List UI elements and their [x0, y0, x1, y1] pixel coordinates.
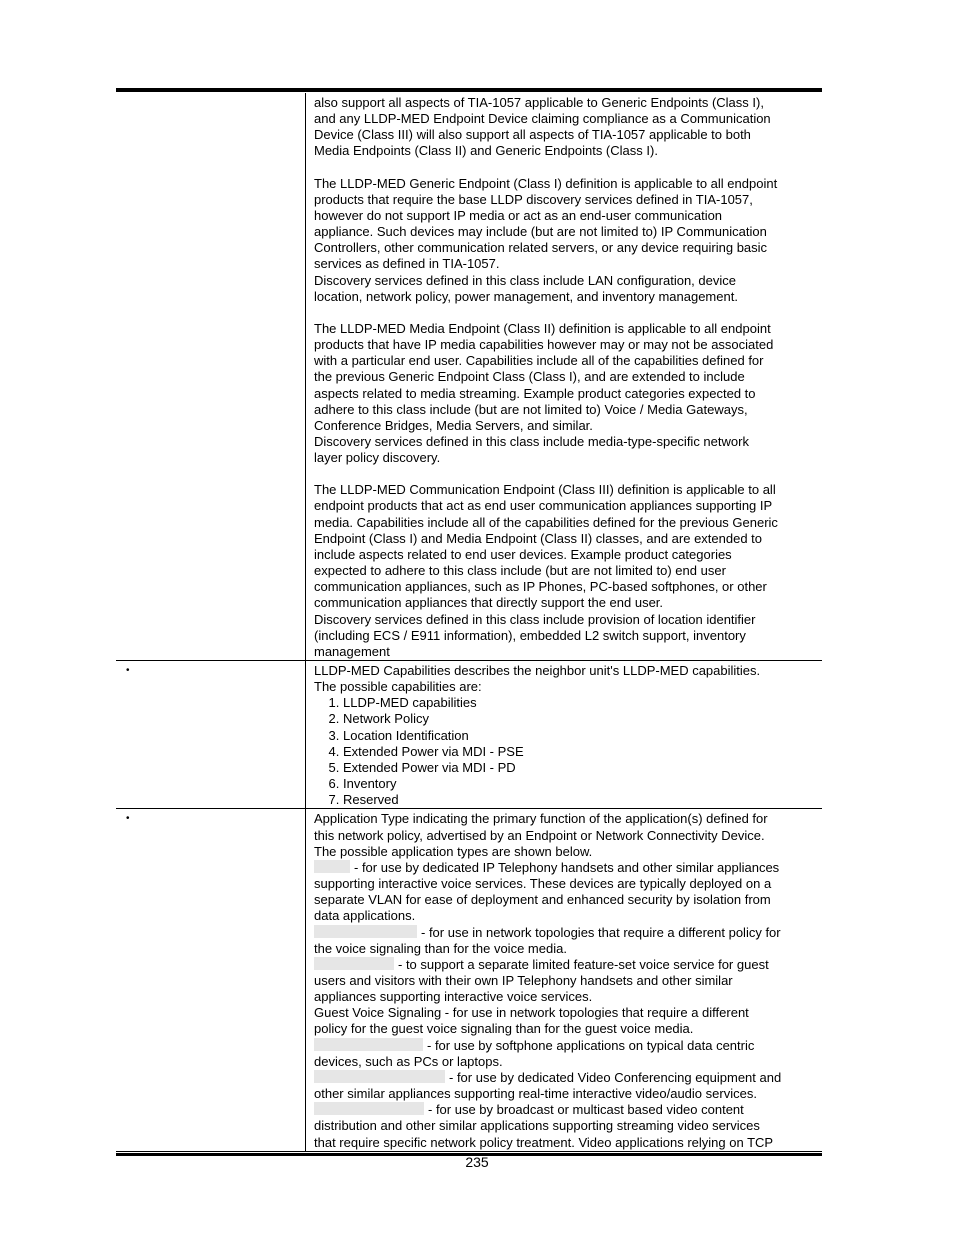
capability-item: 5. Extended Power via MDI - PD	[343, 760, 816, 776]
application-type-entry	[314, 1070, 816, 1086]
capability-item: 7. Reserved	[343, 792, 816, 808]
bullet-icon: •	[126, 665, 130, 676]
text-line: the previous Generic Endpoint Class (Class I), and are extended to include	[314, 369, 745, 385]
capability-item: 6. Inventory	[343, 776, 816, 792]
table-row-lldp-med-capabilities	[116, 661, 822, 809]
text-line: The LLDP-MED Communication Endpoint (Class III) definition is applicable to all	[314, 482, 776, 498]
text-line: communication appliances, such as IP Phones, PC-based softphones, or other	[314, 579, 767, 595]
text-line: Discovery services defined in this class include provision of location identifier	[314, 611, 756, 627]
paragraph-gap	[314, 466, 816, 482]
text-line: devices, such as PCs or laptops.	[314, 1053, 503, 1069]
table-row-application-type	[116, 809, 822, 1150]
text-line: include aspects related to end user devices. Example product categories	[314, 546, 732, 562]
text-line: The LLDP-MED Generic Endpoint (Class I) definition is applicable to all endpoint	[314, 175, 778, 191]
text-line: and any LLDP-MED Endpoint Device claiming compliance as a Communication	[314, 111, 771, 127]
text-line: The possible application types are shown below.	[314, 843, 593, 859]
text-line: products that require the base LLDP discovery services defined in TIA-1057,	[314, 191, 753, 207]
text-line: The possible capabilities are:	[314, 679, 482, 695]
application-type-description: - for use by broadcast or multicast based video content	[428, 1102, 744, 1118]
text-line: media. Capabilities include all of the capabilities defined for the previous Generic	[314, 514, 778, 530]
text-line: Controllers, other communication related servers, or any device requiring basic	[314, 240, 768, 256]
table-cell-description	[306, 93, 822, 660]
text-line: data applications.	[314, 908, 416, 924]
application-type-description: - to support a separate limited feature-set voice service for guest	[398, 956, 769, 972]
application-type-entry	[314, 1005, 816, 1021]
document-table	[116, 88, 822, 1156]
text-line: adhere to this class include (but are not limited to) Voice / Media Gateways,	[314, 401, 748, 417]
page-number: 235	[465, 1154, 489, 1170]
text-line: separate VLAN for ease of deployment and enhanced security by isolation from	[314, 892, 771, 908]
text-line: with a particular end user. Capabilities include all of the capabilities defined for	[314, 353, 764, 369]
redacted-application-name	[314, 957, 394, 970]
text-line: services as defined in TIA-1057.	[314, 256, 500, 272]
table-cell-description	[306, 661, 822, 808]
text-line: Endpoint (Class I) and Media Endpoint (Class II) classes, and are extended to	[314, 530, 763, 546]
bullet-icon: •	[126, 813, 130, 825]
text-line: layer policy discovery.	[314, 450, 441, 466]
redacted-application-name	[314, 925, 417, 938]
text-line: distribution and other similar applications supporting streaming video services	[314, 1118, 760, 1134]
capability-item: 3. Location Identification	[343, 728, 816, 744]
capability-item: 4. Extended Power via MDI - PSE	[343, 744, 816, 760]
text-line: Discovery services defined in this class include media-type-specific network	[314, 433, 749, 449]
text-line: Discovery services defined in this class include LAN configuration, device	[314, 272, 736, 288]
text-line: management	[314, 643, 390, 659]
application-type-entry	[314, 957, 816, 973]
table-cell-label	[116, 809, 306, 1150]
paragraph-gap	[314, 160, 816, 176]
table-cell-description	[306, 809, 822, 1150]
text-line: also support all aspects of TIA-1057 applicable to Generic Endpoints (Class I),	[314, 95, 764, 110]
application-type-description: Guest Voice Signaling - for use in network topologies that require a different	[314, 1005, 749, 1021]
text-line: the voice signaling than for the voice media.	[314, 940, 567, 956]
text-line: communication appliances that directly support the end user.	[314, 595, 664, 611]
text-line: Device (Class III) will also support all aspects of TIA-1057 applicable to both	[314, 127, 751, 143]
text-line: Conference Bridges, Media Servers, and similar.	[314, 417, 593, 433]
text-line: other similar appliances supporting real-time interactive video/audio services.	[314, 1086, 757, 1102]
application-type-description: - for use by dedicated IP Telephony handsets and other similar appliances	[354, 859, 780, 875]
application-type-description: - for use by dedicated Video Conferencing equipment and	[449, 1069, 782, 1085]
redacted-application-name	[314, 860, 350, 873]
text-line: endpoint products that act as end user communication appliances supporting IP	[314, 498, 773, 514]
text-line: policy for the guest voice signaling than for the guest voice media.	[314, 1021, 694, 1037]
capabilities-intro	[314, 663, 816, 695]
table-cell-label	[116, 661, 306, 808]
application-type-description: - for use by softphone applications on typical data centric	[427, 1037, 755, 1053]
table-row-device-class	[116, 93, 822, 661]
text-line: products that have IP media capabilities however may or may not be associated	[314, 337, 774, 353]
text-line: supporting interactive voice services. These devices are typically deployed on a	[314, 876, 772, 892]
text-line: The LLDP-MED Media Endpoint (Class II) definition is applicable to all endpoint	[314, 320, 771, 336]
application-type-entry	[314, 1038, 816, 1054]
text-line: users and visitors with their own IP Telephony handsets and other similar	[314, 972, 733, 988]
text-line: Application Type indicating the primary function of the application(s) defined for	[314, 811, 768, 827]
redacted-application-name	[314, 1102, 424, 1115]
text-line: location, network policy, power management, and inventory management.	[314, 288, 738, 304]
capability-item: 1. LLDP-MED capabilities	[343, 695, 816, 711]
text-line: that require specific network policy treatment. Video applications relying on TCP	[314, 1134, 774, 1150]
text-line: Media Endpoints (Class II) and Generic Endpoints (Class I).	[314, 143, 658, 159]
capability-item: 2. Network Policy	[343, 711, 816, 727]
application-type-entry	[314, 925, 816, 941]
redacted-application-name	[314, 1038, 423, 1051]
text-line: expected to adhere to this class include (but are not limited to) end user	[314, 563, 726, 579]
text-line: LLDP-MED Capabilities describes the neighbor unit's LLDP-MED capabilities.	[314, 663, 761, 678]
text-line: appliances supporting interactive voice services.	[314, 989, 593, 1005]
text-line: this network policy, advertised by an Endpoint or Network Connectivity Device.	[314, 827, 765, 843]
table-cell-label	[116, 93, 306, 660]
text-line: however do not support IP media or act as an end-user communication	[314, 207, 723, 223]
application-type-entry	[314, 860, 816, 876]
text-line: (including ECS / E911 information), embedded L2 switch support, inventory	[314, 627, 746, 643]
table-top-rule	[116, 88, 822, 92]
application-type-entry	[314, 1102, 816, 1118]
application-type-description: - for use in network topologies that require a different policy for	[421, 924, 781, 940]
capabilities-list	[314, 695, 816, 808]
text-line: appliance. Such devices may include (but are not limited to) IP Communication	[314, 224, 767, 240]
text-line: aspects related to media streaming. Example product categories expected to	[314, 385, 756, 401]
paragraph-gap	[314, 305, 816, 321]
redacted-application-name	[314, 1070, 445, 1083]
